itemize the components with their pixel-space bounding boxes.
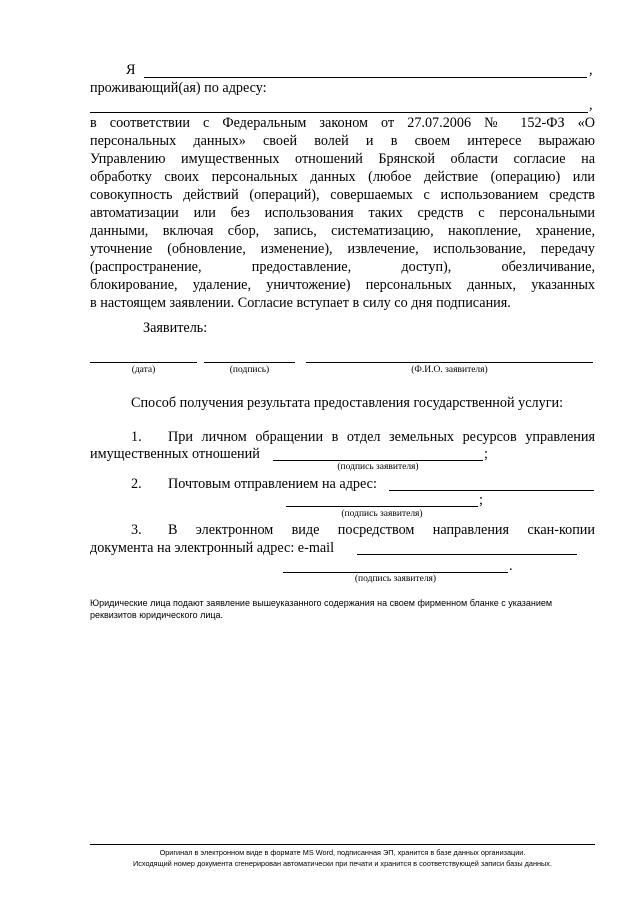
ya-label: Я xyxy=(126,62,136,78)
consent-line: Управлению имущественных отношений Брянской области согласие на xyxy=(90,151,595,167)
method-2-text: Почтовым отправлением на адрес: xyxy=(168,476,377,492)
semicolon: ; xyxy=(484,446,488,462)
date-caption: (дата) xyxy=(131,365,156,375)
legal-note-line: реквизитов юридического лица. xyxy=(90,610,224,620)
method-3-caption: (подпись заявителя) xyxy=(354,574,437,584)
signature-field-line[interactable] xyxy=(204,362,295,363)
method-1-text-2: имущественных отношений xyxy=(90,446,260,462)
consent-line: блокирование, удаление, уничтожение) персональных данных, указанных xyxy=(90,277,595,293)
consent-line: уточнение (обновление, изменение), извлечение, использование, передачу xyxy=(90,241,595,257)
period: . xyxy=(509,558,513,574)
consent-line: обработку своих персональных данных (любое действие (операцию) или xyxy=(90,169,595,185)
consent-line: в соответствии с Федеральным законом от 27.07.2006 № 152-ФЗ «О xyxy=(90,115,595,131)
applicant-label: Заявитель: xyxy=(143,320,208,336)
legal-note-line: Юридические лица подают заявление вышеуказанного содержания на своем фирменном бланке с указанием xyxy=(90,598,553,608)
postal-address-line[interactable] xyxy=(389,490,594,491)
email-field-line[interactable] xyxy=(357,554,577,555)
method-3-number: 3. xyxy=(131,522,142,538)
consent-line: в настоящем заявлении. Согласие вступает в силу со дня подписания. xyxy=(90,295,511,311)
consent-line: (распространение, предоставление, доступ), обезличивание, xyxy=(90,259,595,275)
comma: , xyxy=(589,62,593,78)
footer-divider xyxy=(90,844,595,845)
method-3-signature-line[interactable] xyxy=(283,572,508,573)
method-1-caption: (подпись заявителя) xyxy=(337,462,419,472)
footer-line: Оригинал в электронном виде в формате MS Word, подписанная ЭП, хранится в базе данных организации. xyxy=(159,848,526,857)
method-title: Способ получения результата предоставления государственной услуги: xyxy=(131,395,564,411)
method-2-signature-line[interactable] xyxy=(286,506,478,507)
fio-caption: (Ф.И.О. заявителя) xyxy=(411,365,488,375)
method-3-text-2: документа на электронный адрес: e-mail xyxy=(90,540,335,556)
fio-field-line[interactable] xyxy=(306,362,593,363)
semicolon: ; xyxy=(479,492,483,508)
date-field-line[interactable] xyxy=(90,362,197,363)
consent-line: совокупность действий (операций), совершаемых с использованием средств xyxy=(90,187,595,203)
footer-line: Исходящий номер документа сгенерирован автоматически при печати и хранится в соответствующей записи базы данных. xyxy=(133,859,552,868)
method-2-caption: (подпись заявителя) xyxy=(341,509,423,519)
signature-caption: (подпись) xyxy=(229,365,270,375)
consent-line: данными, включая сбор, запись, систематизацию, накопление, хранение, xyxy=(90,223,595,239)
method-2-number: 2. xyxy=(131,476,142,492)
residing-label: проживающий(ая) по адресу: xyxy=(90,80,267,96)
address-field-line[interactable] xyxy=(90,112,588,113)
method-3-text: В электронном виде посредством направления скан-копии xyxy=(168,522,595,538)
consent-line: персональных данных» своей волей и в своем интересе выражаю xyxy=(90,133,595,149)
method-1-text: При личном обращении в отдел земельных ресурсов управления xyxy=(168,429,595,445)
method-1-signature-line[interactable] xyxy=(273,460,483,461)
method-1-number: 1. xyxy=(131,429,142,445)
comma: , xyxy=(589,97,593,113)
name-field-line[interactable] xyxy=(144,77,587,78)
consent-line: автоматизации или без использования таких средств с персональными xyxy=(90,205,595,221)
